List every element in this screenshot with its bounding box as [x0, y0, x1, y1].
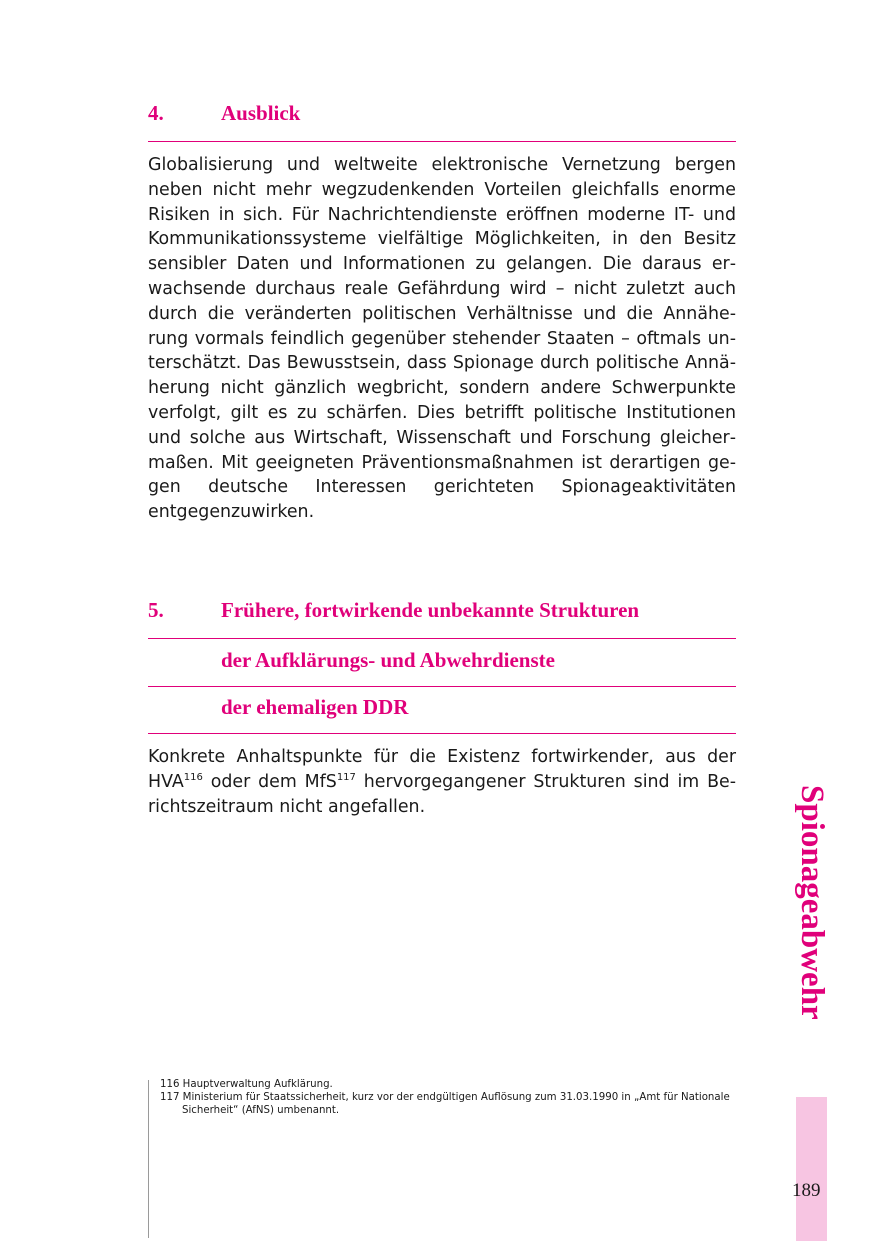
section-5-title-line-2: der Aufklärungs- und Abwehrdienste	[221, 648, 555, 672]
section-5-paragraph	[148, 745, 736, 819]
section-5-title-line-3: der ehemaligen DDR	[221, 695, 409, 719]
chapter-tab	[796, 1097, 827, 1241]
section-4-rule	[148, 141, 736, 142]
section-4-title: Ausblick	[221, 101, 301, 125]
section-5-rule-2	[148, 686, 736, 687]
section-5-text-part-2: oder dem MfS	[202, 771, 337, 792]
footnotes	[160, 1078, 738, 1117]
footnote-divider	[148, 1080, 149, 1238]
section-5-number: 5.	[148, 598, 164, 622]
footnote-116: 116 Hauptverwaltung Aufklärung.	[160, 1079, 333, 1090]
section-5-title-line-1: Frühere, fortwirkende unbekannte Strukturen	[221, 598, 640, 622]
section-5-rule-1	[148, 638, 736, 639]
section-4-number: 4.	[148, 101, 164, 125]
section-5-rule-3	[148, 733, 736, 734]
section-4-paragraph: Globalisierung und weltweite elektronische Vernetzung bergen neben nicht mehr wegzudenkenden Vorteilen gleichfalls enorme Risiken in sich. Für Nachrichtendienste eröffnen moderne IT- und Kommunikationssysteme vielfältige Möglichkeiten, in den Besitz sensibler Daten und Informationen zu gelangen. Die daraus erwachsende durchaus reale Gefährdung wird – nicht zuletzt auch durch die veränderten politischen Verhältnisse und die Annäherung vormals feindlich gegenüber stehender Staaten – oftmals unterschätzt. Das Bewusstsein, dass Spionage durch politische Annäherung nicht gänzlich wegbricht, sondern andere Schwerpunkte verfolgt, gilt es zu schärfen. Dies betrifft politische Institutionen und solche aus Wirtschaft, Wissenschaft und Forschung gleichermaßen. Mit geeigneten Präventionsmaßnahmen ist derartigen gegen deutsche Interessen gerichteten Spionageaktivitäten entgegenzuwirken.	[148, 155, 736, 523]
section-5-text-part-1: Konkrete Anhaltspunkte für die Existenz fortwirkender, aus der HVA	[148, 747, 736, 792]
footnote-ref-117[interactable]: 117	[336, 771, 356, 783]
chapter-side-title: Spionageabwehr	[794, 785, 830, 1020]
section-5-text-part-3: hervorgegangener Strukturen sind im Berichtszeitraum nicht angefallen.	[148, 771, 736, 817]
page-number: 189	[792, 1180, 821, 1201]
footnote-117: 117 Ministerium für Staatssicherheit, kurz vor der endgültigen Auflösung zum 31.03.1990 in „Amt für Nationale Sicherheit“ (AfNS) umbenannt.	[160, 1092, 730, 1116]
footnote-ref-116[interactable]: 116	[183, 771, 203, 783]
